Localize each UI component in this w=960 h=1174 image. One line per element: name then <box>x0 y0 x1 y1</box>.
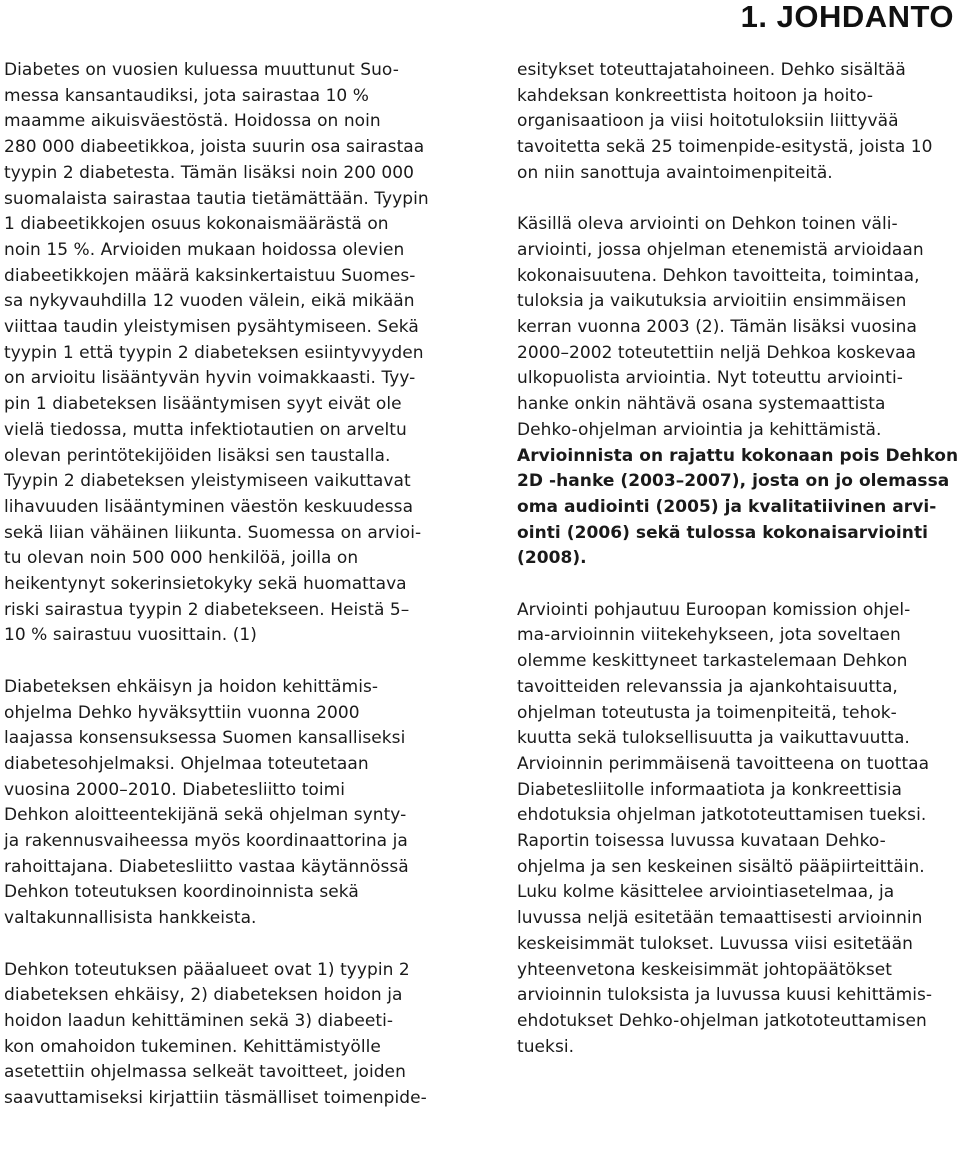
text-line: ohjelman toteutusta ja toimenpiteitä, tehok- <box>517 702 897 723</box>
text-line: 1 diabeetikkojen osuus kokonaismäärästä on <box>4 214 389 235</box>
text-line: saavuttamiseksi kirjattiin täsmälliset toimenpide- <box>4 1088 427 1109</box>
text-line: 2000–2002 toteutettiin neljä Dehkoa koskevaa <box>517 342 917 363</box>
text-line: kahdeksan konkreettista hoitoon ja hoito- <box>517 85 874 106</box>
text-line: maamme aikuisväestöstä. Hoidossa on noin <box>4 111 381 132</box>
left-paragraph-1 <box>4 58 450 649</box>
text-line: ja rakennusvaiheessa myös koordinaattorina ja <box>4 831 408 852</box>
bold-text-line: oma audiointi (2005) ja kvalitatiivinen arvi- <box>517 496 937 517</box>
text-line: diabeetikkojen määrä kaksinkertaistuu Suomes- <box>4 265 416 286</box>
text-line: ohjelma ja sen keskeinen sisältö pääpiirteittäin. <box>517 856 925 877</box>
paragraph-gap <box>4 932 450 958</box>
right-paragraph-2 <box>517 212 960 572</box>
text-line: organisaatioon ja viisi hoitotuloksiin liittyvää <box>517 111 899 132</box>
paragraph-gap <box>517 572 960 598</box>
text-line: asetettiin ohjelmassa selkeät tavoitteet, joiden <box>4 1062 406 1083</box>
text-line: Luku kolme käsittelee arviointiasetelmaa, ja <box>517 882 895 903</box>
text-line: Dehkon aloitteentekijänä sekä ohjelman synty- <box>4 805 407 826</box>
bold-text-line: Arvioinnista on rajattu kokonaan pois Dehkon <box>517 445 959 466</box>
text-line: on arvioitu lisääntyvän hyvin voimakkaasti. Tyy- <box>4 368 416 389</box>
left-paragraph-2 <box>4 675 450 932</box>
text-line: lihavuuden lisääntyminen väestön keskuudessa <box>4 496 414 517</box>
text-line: Tyypin 2 diabeteksen yleistymiseen vaikuttavat <box>4 471 411 492</box>
text-line: 10 % sairastuu vuosittain. (1) <box>4 625 257 646</box>
text-line: ma-arvioinnin viitekehykseen, jota soveltaen <box>517 625 901 646</box>
text-line: kokonaisuutena. Dehkon tavoitteita, toimintaa, <box>517 265 920 286</box>
left-paragraph-3 <box>4 958 450 1112</box>
chapter-title: 1. JOHDANTO <box>740 0 954 34</box>
right-text-column <box>517 58 960 1060</box>
text-line: Käsillä oleva arviointi on Dehkon toinen väli- <box>517 214 898 235</box>
text-line: hanke onkin nähtävä osana systemaattista <box>517 394 886 415</box>
text-line: rahoittajana. Diabetesliitto vastaa käytännössä <box>4 856 409 877</box>
text-line: tuloksia ja vaikutuksia arvioitiin ensimmäisen <box>517 291 907 312</box>
text-line: suomalaista sairastaa tautia tietämättään. Tyypin <box>4 188 429 209</box>
text-line: esitykset toteuttajatahoineen. Dehko sisältää <box>517 60 906 80</box>
text-line: arvioinnin tuloksista ja luvussa kuusi kehittämis- <box>517 985 933 1006</box>
text-line: heikentynyt sokerinsietokyky sekä huomattava <box>4 574 407 595</box>
text-line: tu olevan noin 500 000 henkilöä, joilla on <box>4 548 359 569</box>
right-paragraph-3 <box>517 598 960 1061</box>
text-line: tavoitetta sekä 25 toimenpide-esitystä, joista 10 <box>517 137 933 158</box>
bold-text-line: ointi (2006) sekä tulossa kokonaisarviointi <box>517 522 929 543</box>
text-line: riski sairastua tyypin 2 diabetekseen. Heistä 5– <box>4 599 410 620</box>
text-line: Arviointi pohjautuu Euroopan komission ohjel- <box>517 599 911 620</box>
text-line: arviointi, jossa ohjelman etenemistä arvioidaan <box>517 239 924 260</box>
text-line: vuosina 2000–2010. Diabetesliitto toimi <box>4 779 346 800</box>
text-line: on niin sanottuja avaintoimenpiteitä. <box>517 162 833 183</box>
text-line: yhteenvetona keskeisimmät johtopäätökset <box>517 959 893 980</box>
text-line: kerran vuonna 2003 (2). Tämän lisäksi vuosina <box>517 317 917 338</box>
text-line: ehdotuksia ohjelman jatkototeuttamisen tueksi. <box>517 805 927 826</box>
left-text-column <box>4 58 450 1112</box>
text-line: luvussa neljä esitetään temaattisesti arvioinnin <box>517 908 923 929</box>
text-line: 280 000 diabeetikkoa, joista suurin osa sairastaa <box>4 137 425 158</box>
bold-text-line: 2D -hanke (2003–2007), josta on jo olemassa <box>517 471 950 492</box>
text-line: Dehko-ohjelman arviointia ja kehittämistä. <box>517 419 882 440</box>
text-line: tyypin 1 että tyypin 2 diabeteksen esiintyvyyden <box>4 342 424 363</box>
text-line: tyypin 2 diabetesta. Tämän lisäksi noin 200 000 <box>4 162 415 183</box>
text-line: Diabetesliitolle informaatiota ja konkreettisia <box>517 779 902 800</box>
text-line: hoidon laadun kehittäminen sekä 3) diabeeti- <box>4 1010 394 1031</box>
text-line: olemme keskittyneet tarkastelemaan Dehkon <box>517 651 908 672</box>
text-line: pin 1 diabeteksen lisääntymisen syyt eivät ole <box>4 394 402 415</box>
text-line: messa kansantaudiksi, jota sairastaa 10 % <box>4 85 369 106</box>
text-line: Diabeteksen ehkäisyn ja hoidon kehittämis- <box>4 676 379 697</box>
text-line: laajassa konsensuksessa Suomen kansalliseksi <box>4 728 406 749</box>
text-line: olevan perintötekijöiden lisäksi sen taustalla. <box>4 445 391 466</box>
text-line: tavoitteiden relevanssia ja ajankohtaisuutta, <box>517 676 898 697</box>
text-line: viittaa taudin yleistymisen pysähtymiseen. Sekä <box>4 317 419 338</box>
text-line: diabetesohjelmaksi. Ohjelmaa toteutetaan <box>4 753 369 774</box>
paragraph-gap <box>4 649 450 675</box>
text-line: Raportin toisessa luvussa kuvataan Dehko- <box>517 831 886 852</box>
text-line: noin 15 %. Arvioiden mukaan hoidossa olevien <box>4 239 405 260</box>
text-line: Dehkon toteutuksen koordinoinnista sekä <box>4 882 359 903</box>
text-line: valtakunnallisista hankkeista. <box>4 908 257 929</box>
text-line: tueksi. <box>517 1036 575 1057</box>
text-line: sekä liian vähäinen liikunta. Suomessa on arvioi- <box>4 522 422 543</box>
text-line: diabeteksen ehkäisy, 2) diabeteksen hoidon ja <box>4 985 403 1006</box>
paragraph-gap <box>517 187 960 213</box>
text-line: Diabetes on vuosien kuluessa muuttunut Suo- <box>4 60 399 80</box>
bold-text-line: (2008). <box>517 548 587 569</box>
text-line: ehdotukset Dehko-ohjelman jatkototeuttamisen <box>517 1010 927 1031</box>
text-line: Arvioinnin perimmäisenä tavoitteena on tuottaa <box>517 753 930 774</box>
text-line: Dehkon toteutuksen pääalueet ovat 1) tyypin 2 <box>4 959 410 980</box>
text-line: sa nykyvauhdilla 12 vuoden välein, eikä mikään <box>4 291 415 312</box>
text-line: vielä tiedossa, mutta infektiotautien on arveltu <box>4 419 407 440</box>
text-line: ulkopuolista arviointia. Nyt toteuttu arviointi- <box>517 368 903 389</box>
text-line: kuutta sekä tuloksellisuutta ja vaikuttavuutta. <box>517 728 910 749</box>
right-paragraph-1 <box>517 58 960 187</box>
text-line: ohjelma Dehko hyväksyttiin vuonna 2000 <box>4 702 360 723</box>
text-line: kon omahoidon tukeminen. Kehittämistyölle <box>4 1036 381 1057</box>
text-line: keskeisimmät tulokset. Luvussa viisi esitetään <box>517 933 913 954</box>
